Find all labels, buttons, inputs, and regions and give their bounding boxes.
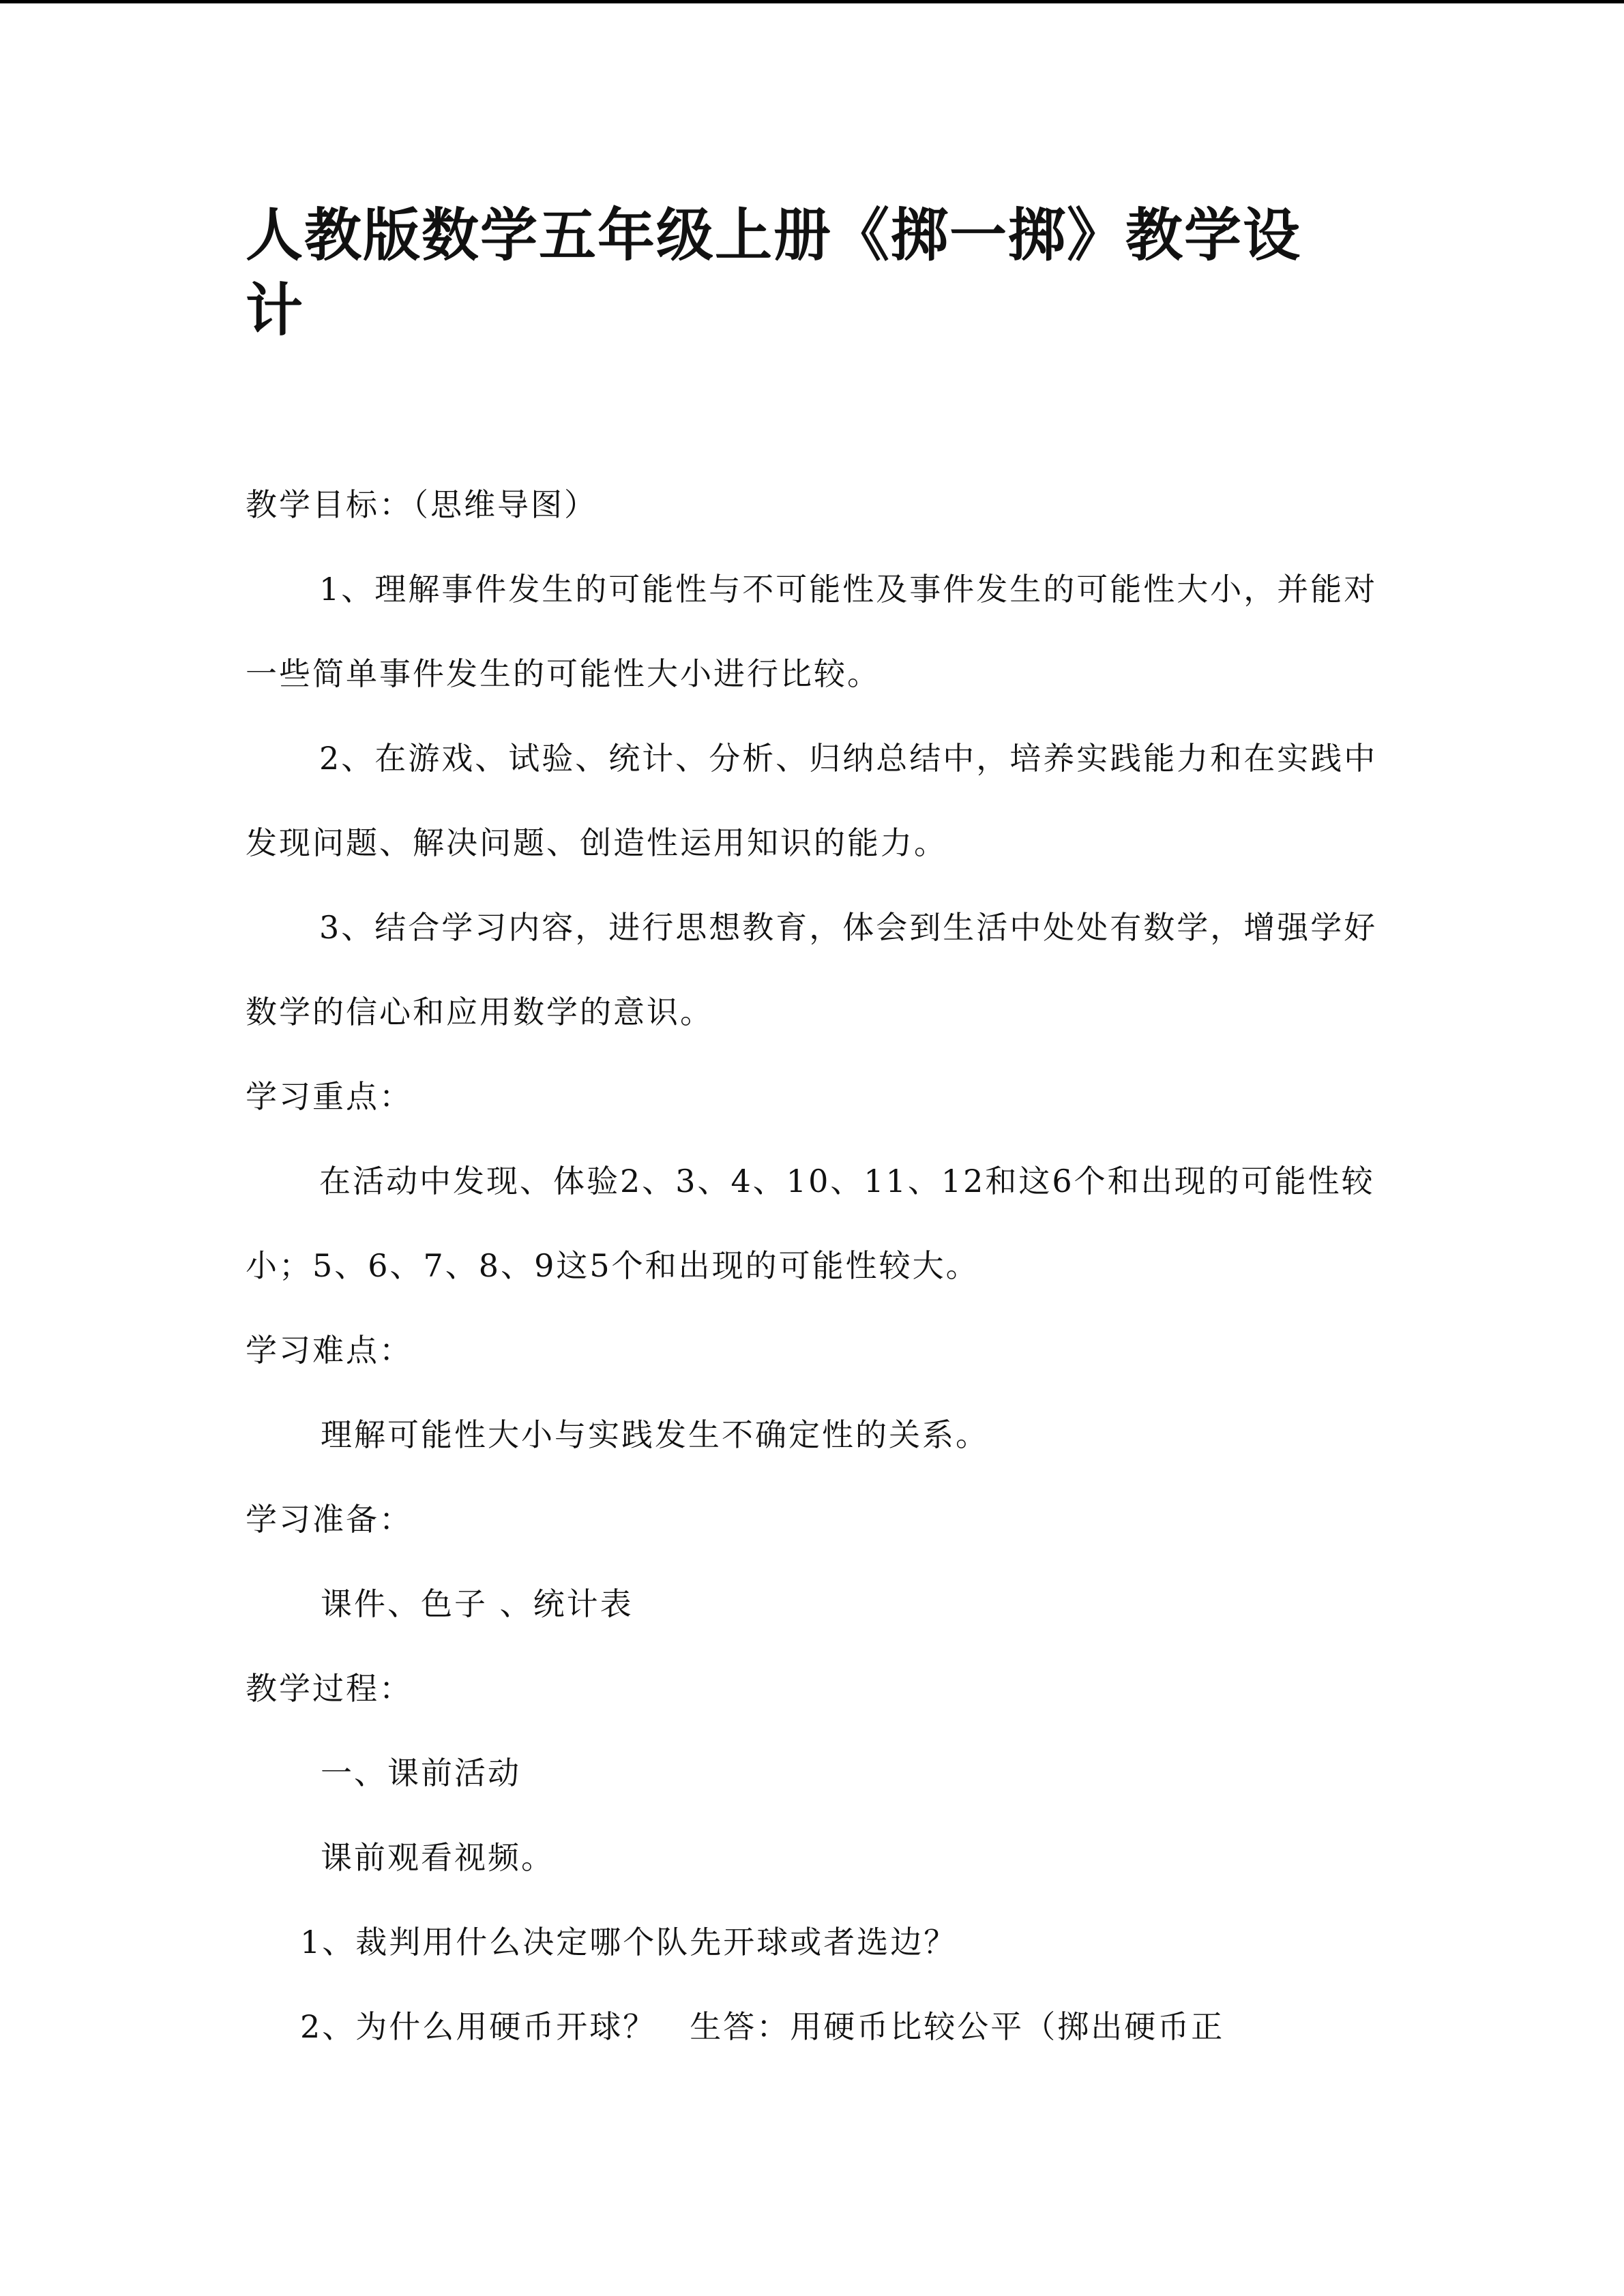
preparation-text: 课件、色子 、统计表: [321, 1585, 634, 1622]
objective-item-1: 1、理解事件发生的可能性与不可能性及事件发生的可能性大小，并能对一些简单事件发生的可能性大小进行比较。: [246, 571, 1378, 692]
top-edge-rule: [0, 0, 1624, 3]
process-heading: 教学过程：: [246, 1670, 413, 1707]
preparation-heading: 学习准备：: [246, 1501, 413, 1538]
question-1: 1、裁判用什么决定哪个队先开球或者选边？: [300, 1924, 958, 1960]
document-title: 人教版数学五年级上册《掷一掷》教学设计: [246, 202, 1302, 344]
objectives-heading: 教学目标：（思维导图）: [246, 486, 597, 523]
difficulty-heading: 学习难点：: [246, 1332, 413, 1369]
document-body: [246, 462, 1378, 2069]
key-points-text: 在活动中发现、体验2、3、4、10、11、12和这6个和出现的可能性较小；5、6、7、8、9这5个和出现的可能性较大。: [246, 1163, 1375, 1284]
difficulty-text: 理解可能性大小与实践发生不确定性的关系。: [321, 1416, 989, 1453]
process-section-1: 一、课前活动: [321, 1755, 521, 1791]
question-2: 2、为什么用硬币开球？ 生答：用硬币比较公平（掷出硬币正: [300, 2008, 1225, 2045]
key-points-heading: 学习重点：: [246, 1078, 413, 1115]
objective-item-3: 3、结合学习内容，进行思想教育，体会到生活中处处有数学，增强学好数学的信心和应用数学的意识。: [246, 909, 1378, 1030]
objective-item-2: 2、在游戏、试验、统计、分析、归纳总结中，培养实践能力和在实践中发现问题、解决问题、创造性运用知识的能力。: [246, 740, 1378, 861]
document-page: [246, 198, 1378, 2069]
process-intro: 课前观看视频。: [321, 1839, 555, 1876]
